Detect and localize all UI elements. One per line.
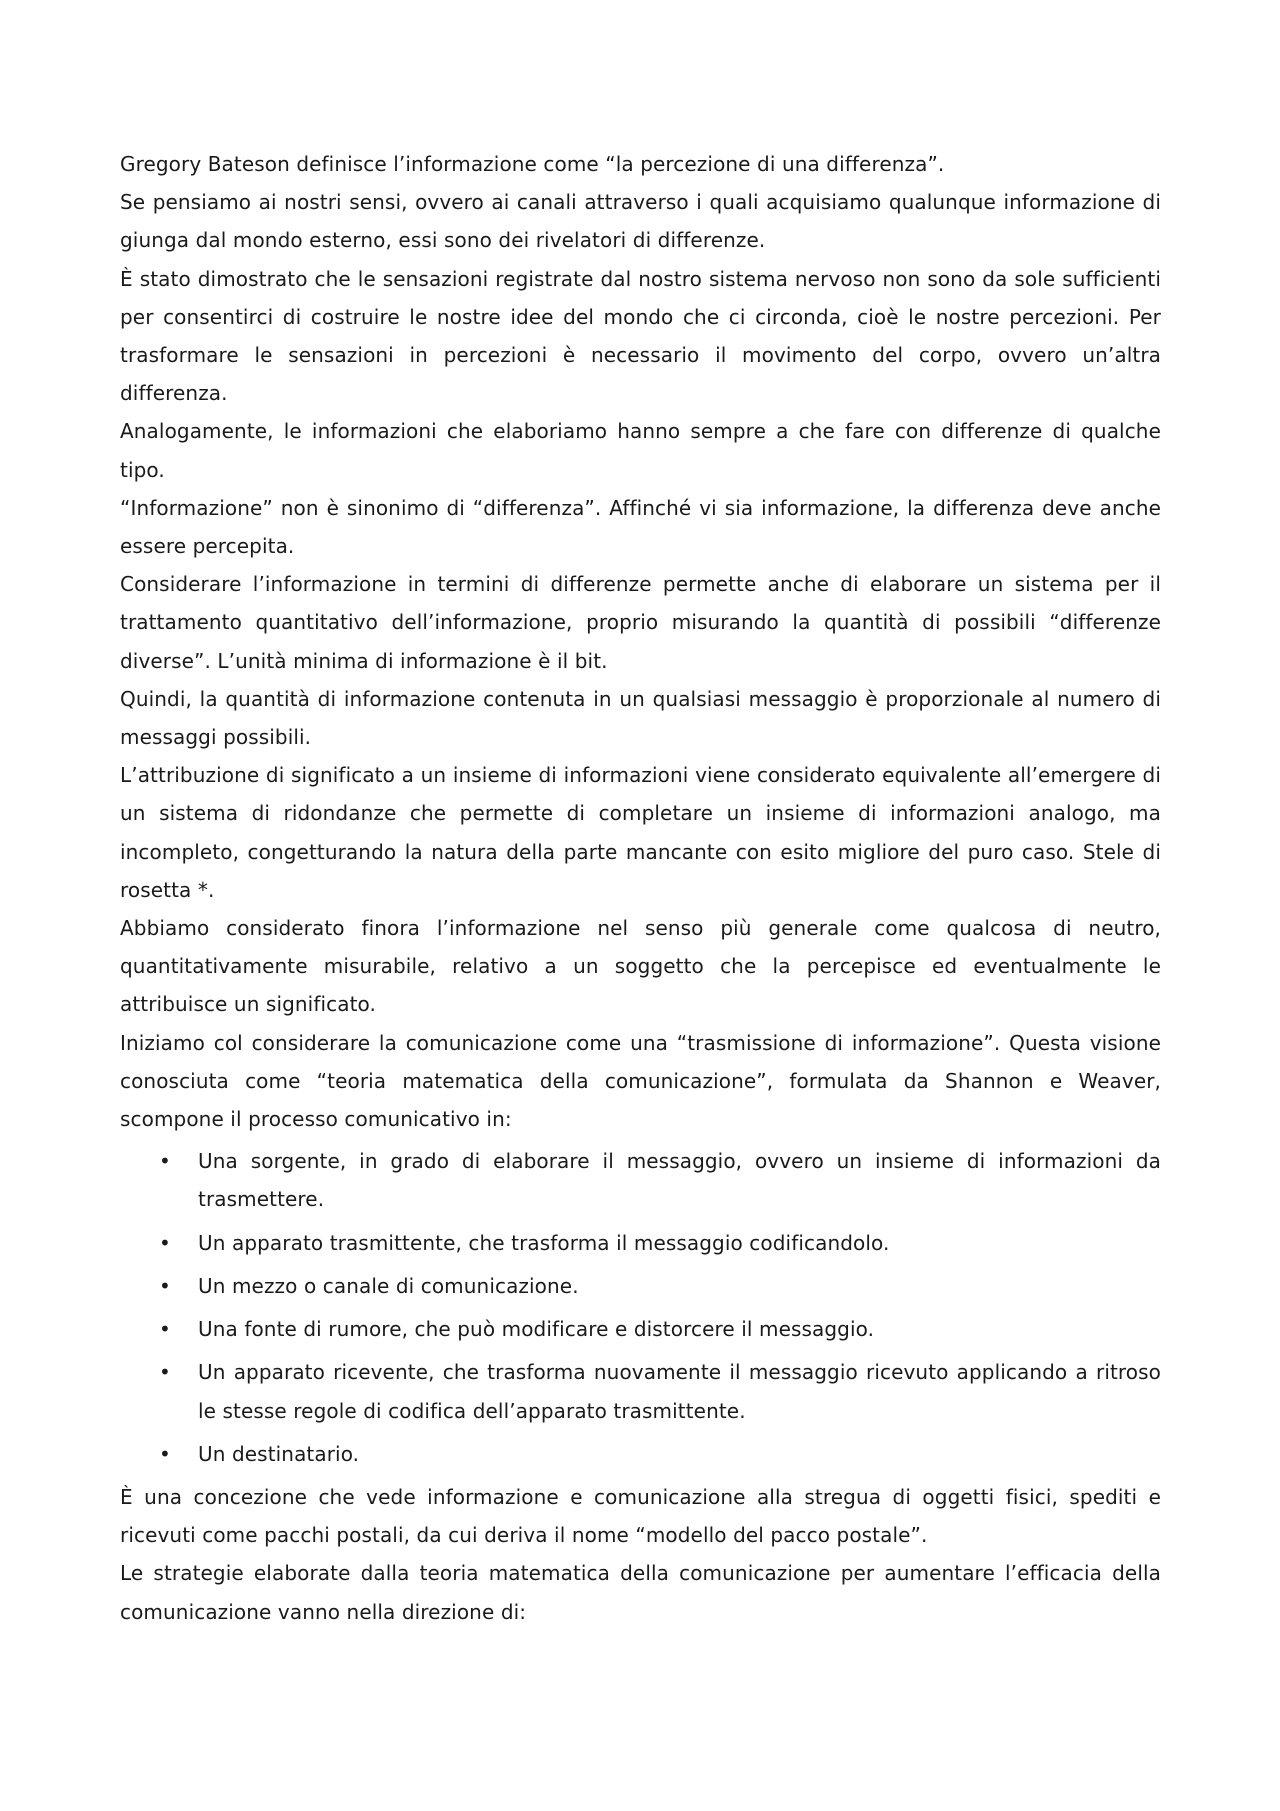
bullet-icon: • xyxy=(159,1441,171,1466)
paragraph-bateson-definition: Gregory Bateson definisce l’informazione come “la percezione di una differenza”. xyxy=(120,152,945,176)
paragraph-quantity-of-information: Quindi, la quantità di informazione contenuta in un qualsiasi messaggio è proporzionale al numero di messaggi possibili. xyxy=(120,686,1161,750)
list-item xyxy=(120,1224,1161,1262)
bullet-icon: • xyxy=(159,1149,171,1174)
bullet-icon: • xyxy=(159,1317,171,1342)
paragraph-neutral-information: Abbiamo considerato finora l’informazione nel senso più generale come qualcosa di neutro, quantitativamente misurabile, relativo a un soggetto che la percepisce ed eventualmente le attribuisce un significato. xyxy=(120,916,1161,1017)
list-item-text: Una sorgente, in grado di elaborare il messaggio, ovvero un insieme di informazioni da trasmettere. xyxy=(198,1149,1161,1212)
paragraph-quantitative-treatment: Considerare l’informazione in termini di differenze permette anche di elaborare un sistema per il trattamento quantitativo dell’informazione, proprio misurando la quantità di possibili “differenze diverse”. L’unità minima di informazione è il bit. xyxy=(120,572,1161,673)
paragraph-shannon-weaver: Iniziamo col considerare la comunicazione come una “trasmissione di informazione”. Questa visione conosciuta come “teoria matematica della comunicazione”, formulata da Shannon e Weaver, scompone il processo comunicativo in: xyxy=(120,1030,1161,1132)
paragraph-postal-package-model: È una concezione che vede informazione e comunicazione alla stregua di oggetti fisici, spediti e ricevuti come pacchi postali, da cui deriva il nome “modello del pacco postale”. xyxy=(120,1484,1161,1548)
paragraph-strategies: Le strategie elaborate dalla teoria matematica della comunicazione per aumentare l’efficacia della comunicazione vanno nella direzione di: xyxy=(120,1561,1161,1624)
bullet-icon: • xyxy=(159,1273,171,1298)
list-item xyxy=(120,1310,1161,1348)
paragraph-senses: Se pensiamo ai nostri sensi, ovvero ai canali attraverso i quali acquisiamo qualunque informazione di giunga dal mondo esterno, essi sono dei rivelatori di differenze. xyxy=(120,190,1161,253)
list-item-text: Un apparato ricevente, che trasforma nuovamente il messaggio ricevuto applicando a ritroso le stesse regole di codifica dell’apparato trasmittente. xyxy=(198,1360,1161,1423)
list-item xyxy=(120,1353,1161,1429)
bullet-icon: • xyxy=(159,1360,171,1385)
list-item-text: Un apparato trasmittente, che trasforma il messaggio codificandolo. xyxy=(198,1230,890,1255)
list-item xyxy=(120,1435,1161,1473)
list-item xyxy=(120,1267,1161,1305)
paragraph-attribution-of-meaning: L’attribuzione di significato a un insieme di informazioni viene considerato equivalente all’emergere di un sistema di ridondanze che permette di completare un insieme di informazioni analogo, ma incompleto, congetturando la natura della parte mancante con esito migliore del puro caso. Stele di rosetta *. xyxy=(120,763,1161,902)
paragraph-analogously: Analogamente, le informazioni che elaboriamo hanno sempre a che fare con differenze di qualche tipo. xyxy=(120,419,1161,482)
list-item-text: Un mezzo o canale di comunicazione. xyxy=(198,1273,579,1298)
document-body xyxy=(120,145,1161,1631)
paragraph-information-vs-difference: “Informazione” non è sinonimo di “differenza”. Affinché vi sia informazione, la differenza deve anche essere percepita. xyxy=(120,495,1161,559)
list-item-text: Una fonte di rumore, che può modificare e distorcere il messaggio. xyxy=(198,1317,875,1342)
bullet-icon: • xyxy=(159,1230,171,1255)
list-item xyxy=(120,1142,1161,1218)
paragraph-sensations: È stato dimostrato che le sensazioni registrate dal nostro sistema nervoso non sono da sole sufficienti per consentirci di costruire le nostre idee del mondo che ci circonda, cioè le nostre percezioni. Per trasformare le sensazioni in percezioni è necessario il movimento del corpo, ovvero un’altra differenza. xyxy=(120,266,1161,406)
communication-process-list xyxy=(120,1142,1161,1473)
list-item-text: Un destinatario. xyxy=(198,1441,360,1466)
